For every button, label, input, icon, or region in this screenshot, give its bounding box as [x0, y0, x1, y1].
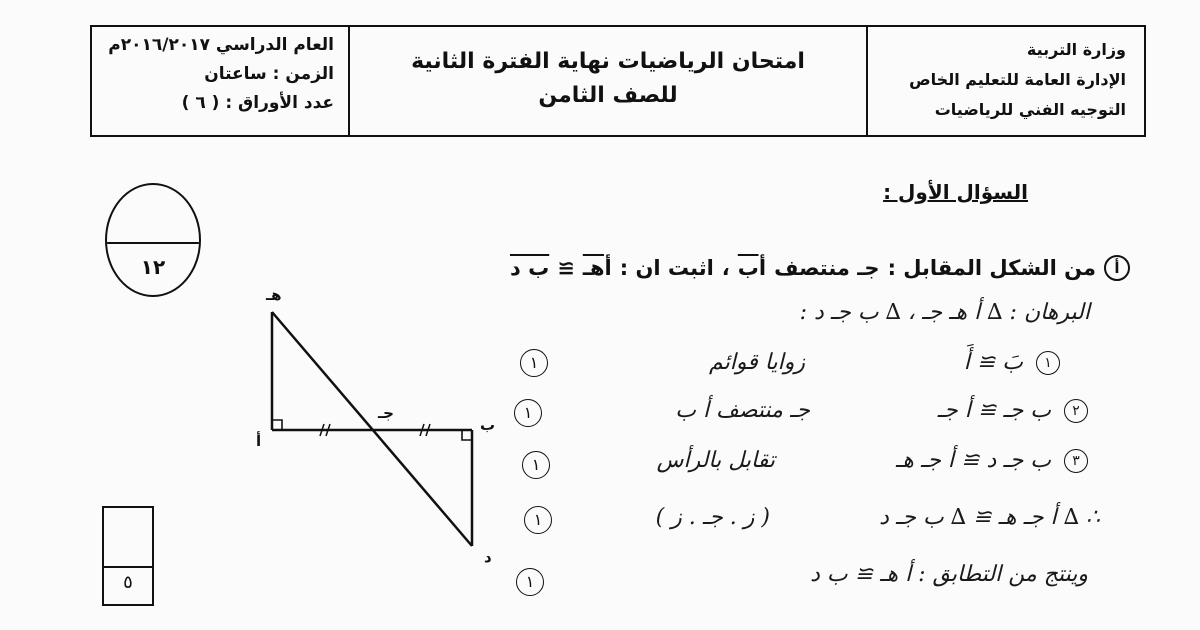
- header-middle: [350, 27, 868, 135]
- header-right: [868, 27, 1144, 135]
- grade-oval: [105, 183, 201, 297]
- vertex-label-a: أ: [256, 432, 262, 450]
- step-statement: ب جـ ≅ أ جـ: [937, 398, 1051, 423]
- problem-statement: [510, 255, 1130, 281]
- academic-year: العام الدراسي ٢٠١٦/٢٠١٧م: [108, 35, 334, 55]
- proof-conclusion: وينتج من التطابق : أ هـ ≅ ب د: [810, 562, 1088, 587]
- congruent-symbol: ≅: [557, 256, 575, 280]
- oval-divider: [107, 242, 199, 244]
- proof-therefore: ∴ ∆ أ جـ هـ ≅ ∆ ب جـ د: [879, 505, 1100, 530]
- segment-ab: أب: [737, 256, 767, 280]
- vertex-label-j: جـ: [378, 404, 394, 422]
- segment-bd: ب د: [510, 256, 550, 280]
- question-title: السؤال الأول :: [883, 180, 1028, 204]
- grade-total: ١٢: [140, 255, 166, 279]
- department-name: التوجيه الفني للرياضيات: [934, 100, 1126, 119]
- step-number: ٣: [1064, 449, 1088, 473]
- header-left: [92, 27, 350, 135]
- step-statement: بَ ≅ أَ: [963, 350, 1023, 375]
- prove-label: اثبت ان :: [619, 256, 714, 280]
- exam-title: امتحان الرياضيات نهاية الفترة الثانية: [411, 49, 805, 74]
- proof-step-2: [938, 398, 1088, 423]
- exam-header: [90, 25, 1146, 137]
- step-statement: ب جـ د ≅ أ جـ هـ: [895, 448, 1051, 473]
- ministry-name: وزارة التربية: [1026, 40, 1126, 59]
- step-number: ٢: [1064, 399, 1088, 423]
- proof-therefore-reason: ( ز . جـ . ز ): [655, 505, 770, 530]
- box-divider: [104, 566, 152, 568]
- part-label: أ: [1104, 255, 1130, 281]
- right-angle-b: [462, 430, 472, 440]
- mark-circle: ١: [516, 568, 544, 596]
- sheet-count: عدد الأوراق : ( ٦ ): [181, 93, 334, 113]
- proof-step-3: [896, 448, 1088, 473]
- proof-step-1: [964, 350, 1060, 375]
- step-number: ١: [1036, 351, 1060, 375]
- vertex-label-b: ب: [480, 416, 496, 434]
- exam-duration: الزمن : ساعتان: [204, 64, 334, 84]
- proof-reason-3: تقابل بالرأس: [656, 448, 775, 473]
- mark-circle: ١: [524, 506, 552, 534]
- mark-circle: ١: [522, 451, 550, 479]
- proof-reason-1: زوايا قوائم: [709, 350, 805, 375]
- vertex-label-d: د: [484, 548, 492, 566]
- right-angle-a: [272, 420, 282, 430]
- prompt-midpoint: جـ منتصف: [774, 256, 880, 280]
- prompt-start: من الشكل المقابل :: [887, 256, 1096, 280]
- proof-reason-2: جـ منتصف أ ب: [675, 398, 810, 423]
- administration-name: الإدارة العامة للتعليم الخاص: [909, 70, 1126, 89]
- vertex-label-h: هـ: [266, 286, 282, 304]
- grade-level: للصف الثامن: [538, 83, 678, 108]
- page-number: ٥: [123, 572, 133, 593]
- mark-circle: ١: [514, 399, 542, 427]
- page-number-box: [102, 506, 154, 606]
- segment-ah: أهـ: [582, 256, 612, 280]
- mark-circle: ١: [520, 349, 548, 377]
- proof-intro: البرهان : ∆ أ هـ جـ ، ∆ ب جـ د :: [799, 300, 1090, 325]
- prompt-separator: ،: [721, 256, 730, 280]
